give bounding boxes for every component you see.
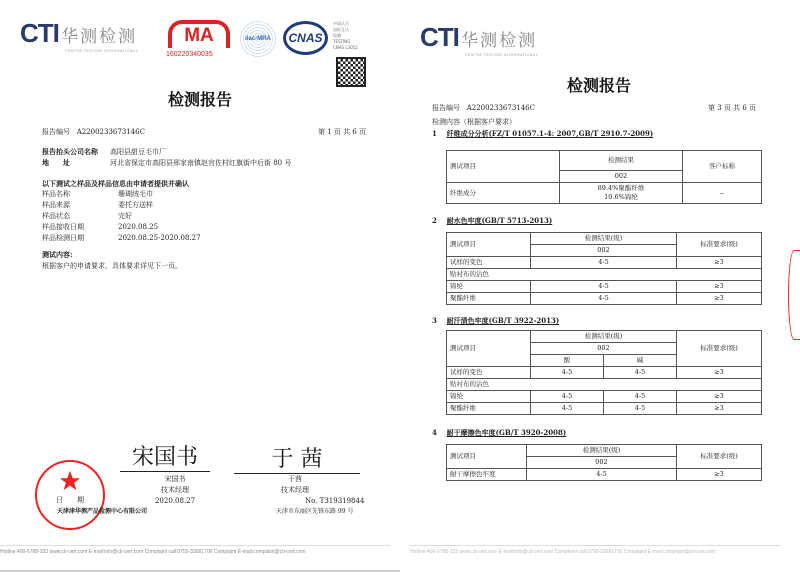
header-sample: 002 bbox=[527, 457, 677, 469]
signer-2-block bbox=[240, 474, 350, 496]
page-title: 检测报告 bbox=[567, 76, 632, 95]
row-std: ≥3 bbox=[677, 403, 762, 415]
red-seal-stamp bbox=[35, 460, 105, 530]
lab-address: 天津市东丽区先锋东路 99 号 bbox=[276, 508, 354, 515]
header-result: 检测结果(级) bbox=[531, 331, 677, 343]
sample-row bbox=[42, 233, 201, 244]
certificate-no: No. T319319844 bbox=[305, 497, 365, 505]
row-label: 试样的变色 bbox=[447, 257, 531, 269]
page-title: 检测报告 bbox=[168, 90, 233, 109]
cma-number: 160220340035 bbox=[166, 51, 213, 58]
page-info: 第 1 页 共 6 页 bbox=[318, 128, 367, 136]
logo-sub: CENTRE TESTING INTERNATIONAL bbox=[465, 53, 539, 57]
sample-label: 样品来源 bbox=[42, 201, 70, 209]
signer-org: 天津津华测产品检测中心有限公司 bbox=[57, 508, 148, 515]
partial-seal-stamp bbox=[788, 250, 800, 340]
sample-label: 样品状态 bbox=[42, 212, 70, 220]
header-acid: 酸 bbox=[531, 355, 604, 367]
dry-rubbing-fastness-table bbox=[446, 444, 762, 481]
section-num: 2 bbox=[432, 216, 437, 225]
cnas-info bbox=[333, 21, 358, 51]
header-item: 测试项目 bbox=[447, 233, 531, 257]
sample-label: 样品名称 bbox=[42, 190, 70, 198]
row-label: 锦纶 bbox=[447, 391, 531, 403]
report-number bbox=[432, 103, 535, 113]
row-label: 试样的变色 bbox=[447, 367, 531, 379]
alkali-value: 4-5 bbox=[603, 367, 676, 379]
test-content: 根据客户的申请要求，具体要求详见下一页。 bbox=[42, 262, 182, 270]
cnas-info-line: 国际互认 bbox=[333, 27, 349, 32]
perspiration-fastness-table bbox=[446, 330, 762, 415]
header-std: 标准要求(级) bbox=[677, 445, 762, 469]
page-footer: Hotline:400-6788-333 www.cti-cert.com E-mail:info@cti-cert.com Complaint call:0755-33681700 Complaint E-mail:complaint@cti-cert.com bbox=[0, 545, 390, 556]
cnas-info-line: CNAS L3052 bbox=[333, 45, 358, 50]
signer-title: 技术经理 bbox=[161, 486, 189, 494]
header-std: 标准要求(级) bbox=[677, 233, 762, 257]
table-row bbox=[447, 469, 762, 481]
signer-title: 技术经理 bbox=[281, 486, 309, 494]
cnas-text: CNAS bbox=[288, 31, 323, 45]
report-page-3 bbox=[410, 0, 800, 580]
fiber-value: 89.4%聚酯纤维 bbox=[597, 184, 645, 192]
alkali-value: 4-5 bbox=[603, 403, 676, 415]
row-value: 4-5 bbox=[531, 293, 677, 305]
section-1-heading bbox=[432, 129, 653, 139]
test-content-label: 测试内容: bbox=[42, 250, 73, 259]
water-fastness-table bbox=[446, 232, 762, 305]
table-row bbox=[447, 183, 762, 204]
sample-value: 委托方送样 bbox=[118, 201, 153, 209]
sample-row bbox=[42, 200, 201, 211]
ilac-text: ilac-MRA bbox=[245, 36, 271, 42]
header-result: 检测结果 bbox=[560, 151, 683, 171]
row-std: ≥3 bbox=[677, 293, 762, 305]
address-value: 河北省保定市高阳县邢家南镇赵官佐村红旗街中后街 80 号 bbox=[110, 159, 292, 167]
report-no-value: A2200233673146C bbox=[76, 128, 145, 136]
row-std: ≥3 bbox=[677, 281, 762, 293]
sample-label: 样品检测日期 bbox=[42, 234, 84, 242]
table-row bbox=[447, 293, 762, 305]
table-row bbox=[447, 269, 762, 281]
section-std: (GB/T 3922-2013) bbox=[488, 316, 560, 325]
row-label: 纤维成分 bbox=[447, 183, 560, 204]
section-std: (GB/T 5713-2013) bbox=[481, 216, 553, 225]
table-row bbox=[447, 391, 762, 403]
fiber-composition-table bbox=[446, 150, 762, 204]
cnas-info-line: 中国认可 bbox=[333, 21, 349, 26]
sample-value: 2020.08.25-2020.08.27 bbox=[118, 234, 201, 242]
alkali-value: 4-5 bbox=[603, 391, 676, 403]
sample-header: 以下测试之样品及样品信息由申请者提供并确认 bbox=[42, 179, 189, 188]
sample-row bbox=[42, 222, 201, 233]
header-std: 标准要求(级) bbox=[677, 331, 762, 367]
section-2-heading bbox=[432, 216, 552, 226]
section-num: 1 bbox=[432, 129, 437, 138]
header-std: 客户标称 bbox=[683, 151, 762, 183]
page-footer: Hotline:400-6788-333 www.cti-cert.com E-mail:info@cti-cert.com Complaint call:0755-33681700 Complaint E-mail:complaint@cti-cert.com bbox=[410, 545, 780, 556]
signer-1-block bbox=[100, 474, 250, 507]
company-label: 报告抬头公司名称 bbox=[42, 147, 98, 156]
header-sample: 002 bbox=[531, 245, 677, 257]
section-4-heading bbox=[432, 428, 566, 438]
section-name: 纤维成分分析 bbox=[446, 129, 489, 138]
header-sample: 002 bbox=[531, 343, 677, 355]
cnas-logo bbox=[283, 21, 328, 55]
page-info: 第 3 页 共 6 页 bbox=[708, 104, 757, 112]
sample-row bbox=[42, 189, 201, 200]
section-name: 耐干摩擦色牢度 bbox=[446, 428, 496, 437]
section-num: 4 bbox=[432, 428, 437, 437]
header-item: 测试项目 bbox=[447, 331, 531, 367]
section-std: (GB/T 3920-2008) bbox=[495, 428, 567, 437]
row-value: 4-5 bbox=[527, 469, 677, 481]
row-label: 聚酯纤维 bbox=[447, 403, 531, 415]
row-value: 4-5 bbox=[531, 257, 677, 269]
address-label: 地 址 bbox=[42, 158, 70, 167]
report-page-1 bbox=[0, 0, 400, 572]
row-label: 耐干摩擦色牢度 bbox=[447, 469, 527, 481]
row-std: -- bbox=[683, 183, 762, 204]
report-no-label: 报告编号 bbox=[432, 104, 460, 112]
row-std: ≥3 bbox=[677, 391, 762, 403]
logo-text: CTI bbox=[20, 18, 59, 48]
signer-name: 于茜 bbox=[288, 475, 302, 483]
fiber-value: 10.6%锦纶 bbox=[604, 193, 638, 201]
sample-row bbox=[42, 211, 201, 222]
row-std: ≥3 bbox=[677, 469, 762, 481]
cma-logo bbox=[168, 20, 230, 48]
signature-2: 于 茜 bbox=[234, 442, 360, 474]
company-value: 高阳县甜豆毛巾厂 bbox=[110, 148, 166, 156]
logo-cn: 华测检测 bbox=[461, 31, 538, 51]
logo-text: CTI bbox=[420, 22, 459, 52]
cnas-info-line: 检测 bbox=[333, 33, 341, 38]
header-result: 检测结果(级) bbox=[527, 445, 677, 457]
table-row bbox=[447, 403, 762, 415]
cma-text: MA bbox=[184, 25, 214, 46]
cti-logo bbox=[20, 18, 138, 53]
date-label: 日 期 bbox=[56, 496, 84, 504]
cti-logo bbox=[420, 22, 538, 57]
acid-value: 4-5 bbox=[531, 391, 604, 403]
header-alkali: 碱 bbox=[603, 355, 676, 367]
logo-sub: CENTRE TESTING INTERNATIONAL bbox=[65, 49, 139, 53]
table-row bbox=[447, 379, 762, 391]
acid-value: 4-5 bbox=[531, 367, 604, 379]
signer-name: 宋国书 bbox=[164, 475, 186, 483]
row-label: 贴衬布的沾色 bbox=[447, 269, 762, 281]
report-no-label: 报告编号 bbox=[42, 128, 70, 136]
sample-value: 完好 bbox=[118, 212, 132, 220]
section-name: 耐水色牢度 bbox=[446, 216, 482, 225]
report-no-value: A2200233673146C bbox=[466, 104, 535, 112]
header-item: 测试项目 bbox=[447, 445, 527, 469]
section-3-heading bbox=[432, 316, 559, 326]
header-result: 检测结果(级) bbox=[531, 233, 677, 245]
header-item: 测试项目 bbox=[447, 151, 560, 183]
star-icon bbox=[59, 470, 81, 492]
header-sample: 002 bbox=[560, 171, 683, 183]
cnas-info-line: TESTING bbox=[333, 39, 351, 44]
row-label: 贴衬布的沾色 bbox=[447, 379, 762, 391]
table-row bbox=[447, 367, 762, 379]
table-row bbox=[447, 281, 762, 293]
table-row bbox=[447, 257, 762, 269]
logo-cn: 华测检测 bbox=[61, 27, 138, 47]
qr-code bbox=[336, 57, 366, 87]
report-number bbox=[42, 127, 145, 137]
section-std: (FZ/T 01057.1-4: 2007,GB/T 2910.7-2009) bbox=[488, 129, 654, 138]
row-std: ≥3 bbox=[677, 367, 762, 379]
row-value: 4-5 bbox=[531, 281, 677, 293]
section-name: 耐汗渍色牢度 bbox=[446, 316, 489, 325]
sample-value: 2020.08.25 bbox=[118, 223, 159, 231]
sample-label: 样品接收日期 bbox=[42, 223, 84, 231]
ilac-mra-logo bbox=[238, 19, 278, 59]
row-label: 锦纶 bbox=[447, 281, 531, 293]
sample-value: 珊瑚绒毛巾 bbox=[118, 190, 153, 198]
signature-1: 宋国书 bbox=[120, 440, 210, 472]
row-label: 聚酯纤维 bbox=[447, 293, 531, 305]
signer-date: 2020.08.27 bbox=[154, 497, 196, 505]
acid-value: 4-5 bbox=[531, 403, 604, 415]
content-label: 检测内容（根据客户要求） bbox=[432, 118, 516, 126]
row-std: ≥3 bbox=[677, 257, 762, 269]
section-num: 3 bbox=[432, 316, 437, 325]
sample-info-list bbox=[42, 189, 201, 244]
